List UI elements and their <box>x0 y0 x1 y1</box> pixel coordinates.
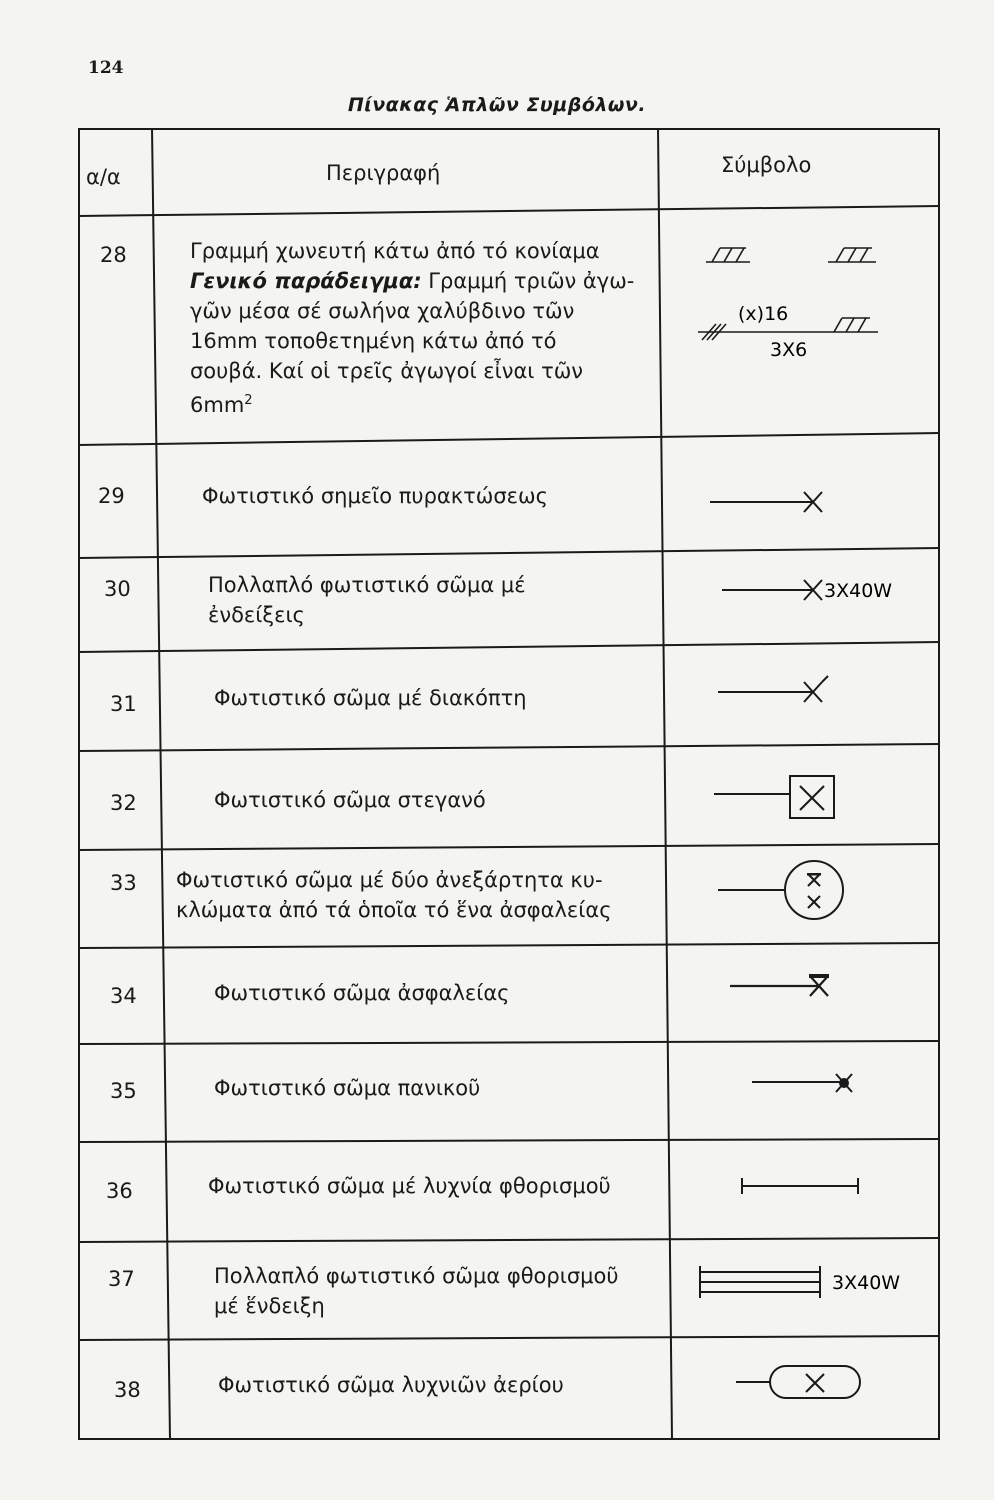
symbols-table <box>78 128 940 1440</box>
superscript: 2 <box>244 393 253 408</box>
row-34-description <box>214 978 510 1008</box>
row-36-num: 36 <box>106 1179 133 1203</box>
row-30-symbol <box>722 574 932 614</box>
desc-line: Γραμμή τριῶν ἀγω- <box>421 269 635 293</box>
row-30-description <box>208 570 526 630</box>
desc-line: Φωτιστικό σῶμα ἀσφαλείας <box>214 981 510 1005</box>
row-32-num: 32 <box>110 791 137 815</box>
row-33-symbol <box>718 862 858 926</box>
desc-line: Φωτιστικό σῶμα μέ λυχνία φθορισμοῦ <box>208 1174 611 1198</box>
desc-line: Γραμμή χωνευτή κάτω ἀπό τό κονίαμα <box>190 239 600 263</box>
two-circuit-lamp-symbol <box>718 862 858 926</box>
row-38-num: 38 <box>114 1378 141 1402</box>
desc-line: Φωτιστικό σῶμα μέ δύο ἀνεξάρτητα κυ- <box>176 868 603 892</box>
example-label: Γενικό παράδειγμα: <box>190 269 422 293</box>
row-33-num: 33 <box>110 871 137 895</box>
row-37-description <box>214 1261 619 1321</box>
row-30-num: 30 <box>104 577 131 601</box>
gas-lamp-symbol <box>736 1364 866 1404</box>
row-35-symbol <box>752 1066 852 1106</box>
symbol-label: (x)16 <box>738 303 789 325</box>
row-36-description <box>208 1171 611 1201</box>
multiple-fluorescent-symbol <box>698 1264 918 1304</box>
row-29-symbol <box>710 484 840 524</box>
row-28-num: 28 <box>100 243 127 267</box>
waterproof-lamp-symbol <box>714 772 854 828</box>
desc-text: 6mm <box>190 393 245 417</box>
row-35-description <box>214 1073 480 1103</box>
desc-line: Πολλαπλό φωτιστικό σῶμα φθορισμοῦ <box>214 1264 619 1288</box>
row-38-description <box>218 1370 564 1400</box>
row-29-num: 29 <box>98 484 125 508</box>
row-34-num: 34 <box>110 984 137 1008</box>
row-37-symbol <box>698 1264 918 1304</box>
concealed-line-symbol <box>698 228 888 368</box>
row-36-symbol <box>738 1172 868 1202</box>
fluorescent-lamp-symbol <box>738 1172 868 1202</box>
row-32-symbol <box>714 772 854 828</box>
row-33-description <box>176 865 612 925</box>
desc-line <box>190 266 634 296</box>
page-number: 124 <box>88 58 124 78</box>
emergency-lamp-symbol <box>730 970 840 1010</box>
row-37-num: 37 <box>108 1267 135 1291</box>
symbol-label: 3X40W <box>824 580 893 602</box>
symbol-label: 3X6 <box>770 339 808 361</box>
lamp-with-switch-symbol <box>718 674 848 714</box>
row-28-description <box>190 236 634 420</box>
row-29-description <box>202 481 548 511</box>
header-symbol: Σύμβολο <box>721 153 812 177</box>
header-num: α/α <box>86 165 121 189</box>
desc-line: Φωτιστικό σῶμα λυχνιῶν ἀερίου <box>218 1373 564 1397</box>
row-31-description <box>214 683 527 713</box>
desc-line: 16mm τοποθετημένη κάτω ἀπό τό <box>190 329 557 353</box>
symbol-label: 3X40W <box>832 1272 901 1294</box>
desc-line: Φωτιστικό σῶμα στεγανό <box>214 788 486 812</box>
desc-line: Φωτιστικό σημεῖο πυρακτώσεως <box>202 484 548 508</box>
row-38-symbol <box>736 1364 866 1404</box>
desc-line <box>190 386 634 420</box>
row-31-num: 31 <box>110 692 137 716</box>
row-34-symbol <box>730 970 840 1010</box>
incandescent-lamp-symbol <box>710 484 840 524</box>
multiple-lamp-symbol <box>722 574 932 614</box>
desc-line: ἐνδείξεις <box>208 603 305 627</box>
panic-lamp-symbol <box>752 1066 852 1106</box>
row-35-num: 35 <box>110 1079 137 1103</box>
desc-line: σουβά. Καί οἱ τρεῖς ἀγωγοί εἶναι τῶν <box>190 359 584 383</box>
desc-line: κλώματα ἀπό τά ὁποῖα τό ἕνα ἀσφαλείας <box>176 898 612 922</box>
desc-line: γῶν μέσα σέ σωλήνα χαλύβδινο τῶν <box>190 299 575 323</box>
desc-line: μέ ἕνδειξη <box>214 1294 325 1318</box>
row-28-symbol <box>698 228 888 368</box>
desc-line: Φωτιστικό σῶμα πανικοῦ <box>214 1076 481 1100</box>
page-title: Πίνακας Ἁπλῶν Συμβόλων. <box>347 94 647 116</box>
header-description: Περιγραφή <box>326 161 441 185</box>
row-32-description <box>214 785 486 815</box>
desc-line: Φωτιστικό σῶμα μέ διακόπτη <box>214 686 527 710</box>
row-31-symbol <box>718 674 848 714</box>
desc-line: Πολλαπλό φωτιστικό σῶμα μέ <box>208 573 526 597</box>
